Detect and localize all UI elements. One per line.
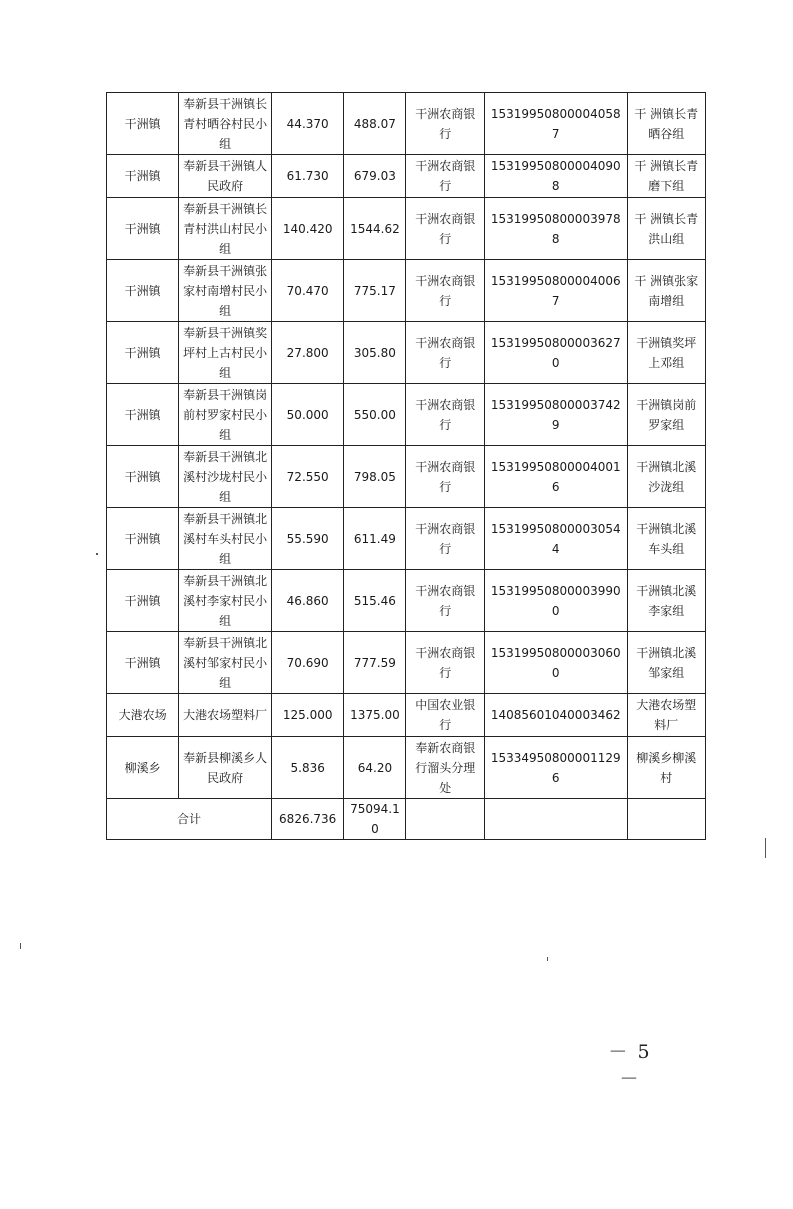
bank-cell: 干洲农商银行	[406, 322, 484, 384]
bank-cell: 中国农业银行	[406, 694, 484, 737]
table-row	[107, 155, 706, 198]
scan-mark	[547, 957, 548, 961]
amount-cell: 515.46	[344, 570, 406, 632]
account-name-cell: 干 洲镇长青晒谷组	[627, 93, 705, 155]
account-name-cell: 干洲镇北溪邹家组	[627, 632, 705, 694]
town-cell: 大港农场	[107, 694, 179, 737]
unit-cell: 奉新县干洲镇张家村南增村民小组	[179, 260, 272, 322]
town-cell: 柳溪乡	[107, 737, 179, 799]
account-cell: 153199508000030544	[484, 508, 627, 570]
unit-cell: 奉新县干洲镇奖坪村上古村民小组	[179, 322, 272, 384]
account-cell: 153199508000040016	[484, 446, 627, 508]
account-cell: 153199508000037429	[484, 384, 627, 446]
scan-mark	[765, 838, 766, 858]
bank-cell: 干洲农商银行	[406, 155, 484, 198]
amount-cell: 775.17	[344, 260, 406, 322]
amount-cell: 1544.62	[344, 198, 406, 260]
area-cell: 5.836	[272, 737, 344, 799]
area-cell: 55.590	[272, 508, 344, 570]
area-cell: 50.000	[272, 384, 344, 446]
account-name-cell: 干 洲镇长青磨下组	[627, 155, 705, 198]
table-row	[107, 384, 706, 446]
area-cell: 27.800	[272, 322, 344, 384]
unit-cell: 奉新县干洲镇长青村洪山村民小组	[179, 198, 272, 260]
account-cell: 153199508000039900	[484, 570, 627, 632]
total-label: 合计	[107, 799, 272, 840]
total-amount-cell: 75094.10	[344, 799, 406, 840]
bank-cell: 干洲农商银行	[406, 446, 484, 508]
amount-cell: 550.00	[344, 384, 406, 446]
table-row	[107, 93, 706, 155]
amount-cell: 798.05	[344, 446, 406, 508]
table-row	[107, 508, 706, 570]
amount-cell: 1375.00	[344, 694, 406, 737]
town-cell: 干洲镇	[107, 384, 179, 446]
bank-cell: 干洲农商银行	[406, 93, 484, 155]
table-row	[107, 322, 706, 384]
empty-cell	[406, 799, 484, 840]
unit-cell: 奉新县柳溪乡人民政府	[179, 737, 272, 799]
amount-cell: 777.59	[344, 632, 406, 694]
table-row	[107, 198, 706, 260]
area-cell: 46.860	[272, 570, 344, 632]
account-name-cell: 干 洲镇长青洪山组	[627, 198, 705, 260]
area-cell: 61.730	[272, 155, 344, 198]
page-number: － 5 －	[608, 1041, 652, 1090]
account-cell: 14085601040003462	[484, 694, 627, 737]
table-row	[107, 446, 706, 508]
unit-cell: 奉新县干洲镇岗前村罗家村民小组	[179, 384, 272, 446]
unit-cell: 奉新县干洲镇人民政府	[179, 155, 272, 198]
unit-cell: 奉新县干洲镇北溪村邹家村民小组	[179, 632, 272, 694]
total-area-cell: 6826.736	[272, 799, 344, 840]
bank-cell: 干洲农商银行	[406, 508, 484, 570]
account-cell: 153199508000040587	[484, 93, 627, 155]
empty-cell	[484, 799, 627, 840]
unit-cell: 奉新县干洲镇北溪村车头村民小组	[179, 508, 272, 570]
area-cell: 70.690	[272, 632, 344, 694]
unit-cell: 奉新县干洲镇长青村晒谷村民小组	[179, 93, 272, 155]
account-cell: 153199508000040067	[484, 260, 627, 322]
table-row	[107, 632, 706, 694]
account-name-cell: 干洲镇岗前罗家组	[627, 384, 705, 446]
amount-cell: 679.03	[344, 155, 406, 198]
bank-cell: 奉新农商银行溜头分理处	[406, 737, 484, 799]
account-name-cell: 干洲镇奖坪上邓组	[627, 322, 705, 384]
unit-cell: 大港农场塑料厂	[179, 694, 272, 737]
account-cell: 153199508000040908	[484, 155, 627, 198]
amount-cell: 64.20	[344, 737, 406, 799]
town-cell: 干洲镇	[107, 446, 179, 508]
area-cell: 70.470	[272, 260, 344, 322]
town-cell: 干洲镇	[107, 155, 179, 198]
amount-cell: 305.80	[344, 322, 406, 384]
account-name-cell: 柳溪乡柳溪村	[627, 737, 705, 799]
area-cell: 44.370	[272, 93, 344, 155]
amount-cell: 611.49	[344, 508, 406, 570]
town-cell: 干洲镇	[107, 198, 179, 260]
account-cell: 153199508000039788	[484, 198, 627, 260]
subsidy-table	[106, 92, 706, 840]
town-cell: 干洲镇	[107, 508, 179, 570]
area-cell: 140.420	[272, 198, 344, 260]
area-cell: 72.550	[272, 446, 344, 508]
table-row	[107, 737, 706, 799]
account-name-cell: 干 洲镇张家南增组	[627, 260, 705, 322]
account-name-cell: 大港农场塑料厂	[627, 694, 705, 737]
bank-cell: 干洲农商银行	[406, 632, 484, 694]
unit-cell: 奉新县干洲镇北溪村沙垅村民小组	[179, 446, 272, 508]
scan-mark	[96, 553, 98, 555]
bank-cell: 干洲农商银行	[406, 570, 484, 632]
town-cell: 干洲镇	[107, 260, 179, 322]
account-cell: 153199508000036270	[484, 322, 627, 384]
empty-cell	[627, 799, 705, 840]
account-cell: 153199508000030600	[484, 632, 627, 694]
bank-cell: 干洲农商银行	[406, 198, 484, 260]
account-name-cell: 干洲镇北溪车头组	[627, 508, 705, 570]
town-cell: 干洲镇	[107, 632, 179, 694]
town-cell: 干洲镇	[107, 93, 179, 155]
table-row	[107, 570, 706, 632]
table-row	[107, 694, 706, 737]
account-cell: 153349508000011296	[484, 737, 627, 799]
account-name-cell: 干洲镇北溪李家组	[627, 570, 705, 632]
bank-cell: 干洲农商银行	[406, 260, 484, 322]
table-row	[107, 260, 706, 322]
bank-cell: 干洲农商银行	[406, 384, 484, 446]
amount-cell: 488.07	[344, 93, 406, 155]
scan-mark	[20, 943, 21, 949]
account-name-cell: 干洲镇北溪沙泷组	[627, 446, 705, 508]
town-cell: 干洲镇	[107, 570, 179, 632]
area-cell: 125.000	[272, 694, 344, 737]
unit-cell: 奉新县干洲镇北溪村李家村民小组	[179, 570, 272, 632]
town-cell: 干洲镇	[107, 322, 179, 384]
total-row	[107, 799, 706, 840]
